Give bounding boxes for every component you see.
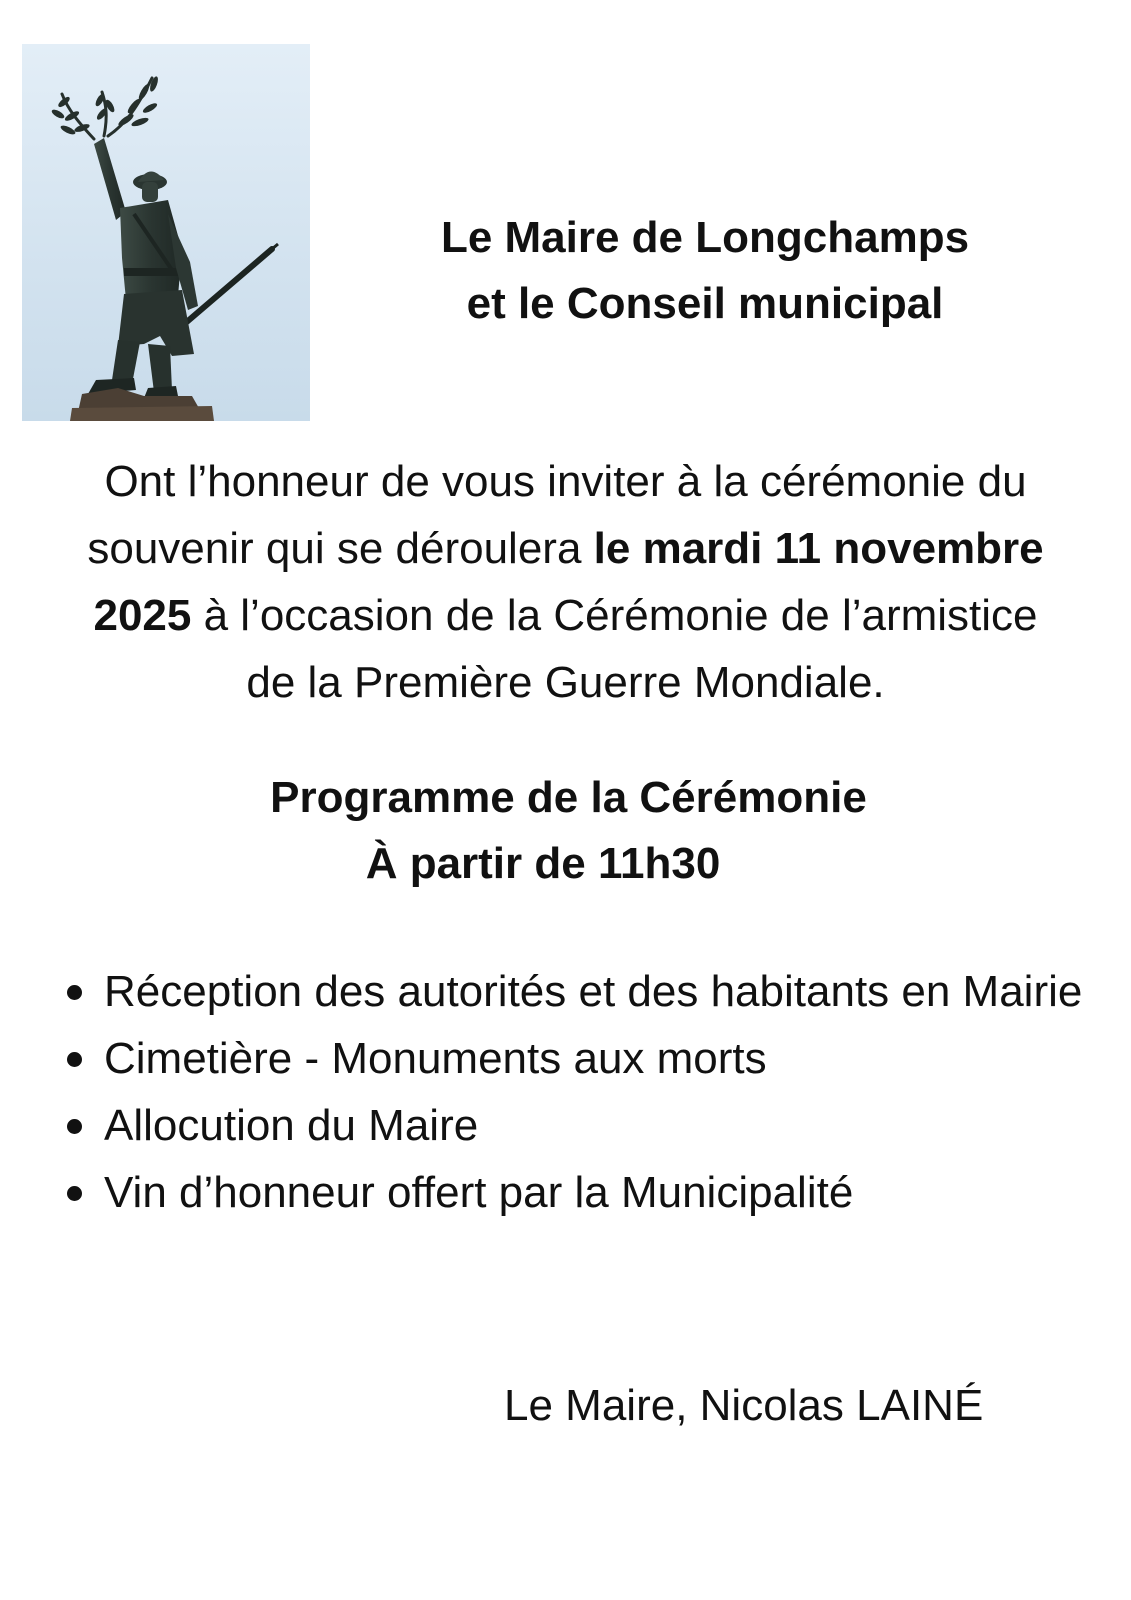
invitation-line-1: Ont l’honneur de vous inviter à la cérémonie du xyxy=(104,457,1027,506)
schedule-item-text: Allocution du Maire xyxy=(104,1101,479,1150)
schedule-list xyxy=(0,958,1131,1226)
schedule-item-text: Vin d’honneur offert par la Municipalité xyxy=(104,1168,854,1217)
invitation-line-3-text: à l’occasion de la Cérémonie de l’armistice xyxy=(191,591,1038,640)
programme-heading xyxy=(0,765,1131,897)
heading-line-council: et le Conseil municipal xyxy=(466,279,944,328)
schedule-item-text: Réception des autorités et des habitants en Mairie xyxy=(104,967,1083,1016)
invitation-line-4: de la Première Guerre Mondiale. xyxy=(246,658,885,707)
invitation-line-2 xyxy=(0,515,1131,582)
programme-title: Programme de la Cérémonie xyxy=(270,773,867,822)
mayor-signature: Le Maire, Nicolas LAINÉ xyxy=(504,1381,984,1430)
bullet-icon xyxy=(67,1119,82,1134)
heading-line-mayor: Le Maire de Longchamps xyxy=(440,213,970,262)
bullet-icon xyxy=(67,1052,82,1067)
bullet-icon xyxy=(67,985,82,1000)
invitation-line-2-text: souvenir qui se déroulera xyxy=(87,524,594,573)
ceremony-year: 2025 xyxy=(93,591,192,640)
invitation-heading xyxy=(360,205,1050,337)
soldier-statue-image xyxy=(22,44,310,421)
invitation-line-3 xyxy=(0,582,1131,649)
list-item xyxy=(0,1092,1131,1159)
list-item xyxy=(0,1159,1131,1226)
ceremony-date: le mardi 11 novembre xyxy=(593,524,1044,573)
list-item xyxy=(0,1025,1131,1092)
bullet-icon xyxy=(67,1186,82,1201)
war-memorial-photo xyxy=(22,44,310,421)
schedule-item-text: Cimetière - Monuments aux morts xyxy=(104,1034,767,1083)
invitation-text xyxy=(0,448,1131,716)
list-item xyxy=(0,958,1131,1025)
programme-start-time: À partir de 11h30 xyxy=(365,839,721,888)
